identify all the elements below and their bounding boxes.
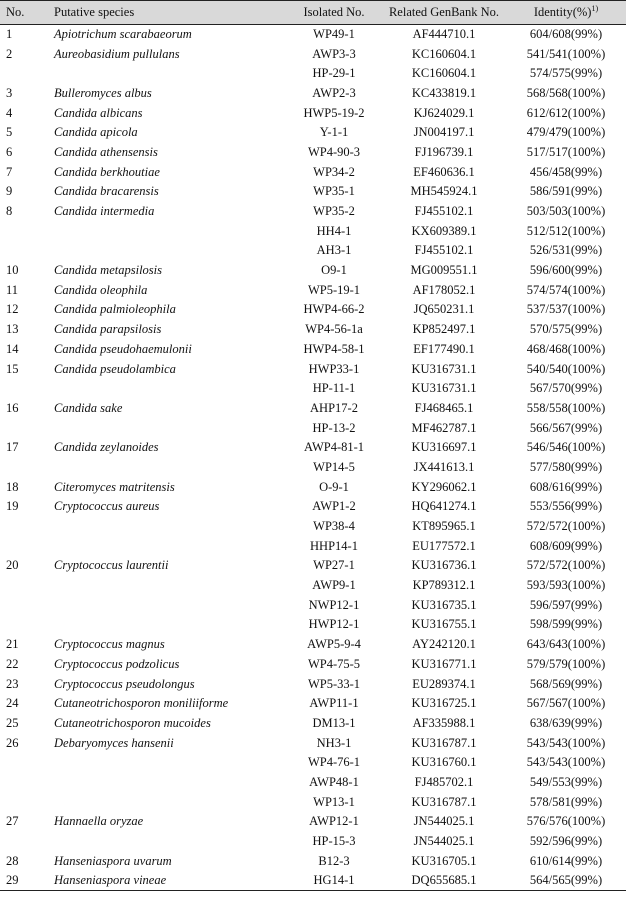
cell-identity: 608/609(99%)	[529, 538, 603, 553]
cell-isolated-no: AWP1-2	[312, 499, 356, 514]
cell-no: 2	[6, 46, 13, 61]
cell-isolated-no: WP34-2	[313, 164, 355, 179]
cell-species: Candida albicans	[54, 105, 143, 120]
cell-species: Hannaella oryzae	[54, 814, 144, 829]
cell-no	[0, 773, 48, 793]
table-row	[0, 694, 626, 714]
cell-isolated-no: WP5-33-1	[307, 676, 361, 691]
cell-isolated-no: WP4-56-1a	[305, 322, 363, 337]
cell-identity: 549/553(99%)	[529, 774, 603, 789]
cell-genbank-no: KU316735.1	[411, 597, 477, 612]
cell-genbank-no: KU316787.1	[411, 794, 477, 809]
header-identity	[506, 1, 626, 25]
header-no: No.	[0, 1, 48, 25]
cell-genbank-no: KP789312.1	[412, 578, 476, 593]
table-row	[0, 438, 626, 458]
cell-genbank-no: MH545924.1	[410, 184, 478, 199]
cell-no: 29	[0, 871, 48, 891]
table-row	[0, 340, 626, 360]
cell-identity: 593/593(100%)	[526, 578, 606, 593]
cell-isolated-no: HWP12-1	[308, 617, 360, 632]
cell-species	[48, 615, 286, 635]
cell-species: Apiotrichum scarabaeorum	[54, 27, 192, 42]
cell-species	[48, 221, 286, 241]
cell-isolated-no: AWP9-1	[312, 578, 356, 593]
table-row	[0, 615, 626, 635]
cell-identity: 566/567(99%)	[529, 420, 603, 435]
cell-genbank-no: KU316697.1	[411, 440, 477, 455]
cell-identity: 604/608(99%)	[529, 27, 603, 42]
cell-identity: 512/512(100%)	[526, 223, 606, 238]
cell-no	[0, 595, 48, 615]
cell-genbank-no: FJ196739.1	[414, 144, 474, 159]
table-row	[0, 458, 626, 478]
table-row	[0, 399, 626, 419]
cell-identity: 586/591(99%)	[529, 184, 603, 199]
cell-no: 20	[6, 558, 19, 573]
cell-identity: 596/600(99%)	[529, 263, 603, 278]
table-row	[0, 84, 626, 104]
cell-identity: 572/572(100%)	[526, 519, 606, 534]
cell-species: Candida berkhoutiae	[54, 164, 160, 179]
cell-species: Cutaneotrichosporon moniliiforme	[54, 696, 229, 711]
cell-isolated-no: HWP4-58-1	[303, 341, 365, 356]
table-row	[0, 812, 626, 832]
table-row	[0, 536, 626, 556]
table-row	[0, 261, 626, 281]
cell-isolated-no: O9-1	[321, 263, 347, 278]
cell-no: 28	[6, 853, 19, 868]
cell-identity: 612/612(100%)	[526, 105, 606, 120]
table-row	[0, 241, 626, 261]
table-row	[0, 300, 626, 320]
cell-genbank-no: KU316755.1	[411, 617, 477, 632]
cell-species: Candida bracarensis	[54, 184, 159, 199]
cell-identity: 558/558(100%)	[526, 400, 606, 415]
cell-species: Candida zeylanoides	[54, 440, 159, 455]
cell-species: Citeromyces matritensis	[54, 479, 175, 494]
cell-genbank-no: JN004197.1	[413, 125, 475, 140]
cell-identity: 577/580(99%)	[529, 459, 603, 474]
cell-identity: 608/616(99%)	[529, 479, 603, 494]
cell-no: 4	[6, 105, 13, 120]
cell-genbank-no: KU316731.1	[411, 381, 477, 396]
cell-isolated-no: WP4-75-5	[307, 656, 361, 671]
cell-no: 19	[6, 499, 19, 514]
cell-no: 18	[6, 479, 19, 494]
cell-isolated-no: WP35-1	[313, 184, 355, 199]
cell-genbank-no: FJ455102.1	[414, 204, 474, 219]
cell-no: 22	[6, 656, 19, 671]
cell-identity: 479/479(100%)	[526, 125, 606, 140]
cell-isolated-no: NWP12-1	[308, 597, 360, 612]
cell-no: 11	[6, 282, 19, 297]
cell-no: 12	[6, 302, 19, 317]
cell-genbank-no: KU316787.1	[411, 735, 477, 750]
table-row	[0, 320, 626, 340]
table-row	[0, 44, 626, 64]
cell-isolated-no: WP13-1	[313, 794, 355, 809]
cell-genbank-no: FJ468465.1	[414, 400, 474, 415]
cell-identity: 553/556(99%)	[529, 499, 603, 514]
cell-identity: 468/468(100%)	[526, 341, 606, 356]
cell-species	[48, 832, 286, 852]
cell-isolated-no: AWP3-3	[312, 46, 356, 61]
cell-genbank-no: KU316731.1	[411, 361, 477, 376]
cell-identity: 579/579(100%)	[526, 656, 606, 671]
table-row	[0, 182, 626, 202]
cell-identity: 598/599(99%)	[529, 617, 603, 632]
cell-species: Cryptococcus laurentii	[54, 558, 169, 573]
table-row	[0, 379, 626, 399]
cell-identity: 537/537(100%)	[526, 302, 606, 317]
cell-isolated-no: AWP2-3	[312, 85, 356, 100]
cell-identity: 517/517(100%)	[526, 144, 606, 159]
cell-isolated-no: HWP33-1	[308, 361, 360, 376]
table-row	[0, 280, 626, 300]
cell-genbank-no: EF177490.1	[413, 341, 475, 356]
cell-isolated-no: AWP12-1	[309, 814, 359, 829]
cell-genbank-no: JN544025.1	[413, 814, 475, 829]
cell-isolated-no: Y-1-1	[319, 125, 349, 140]
cell-no: 7	[6, 164, 13, 179]
cell-genbank-no: AF178052.1	[412, 282, 476, 297]
cell-no	[0, 64, 48, 84]
cell-no: 8	[6, 204, 13, 219]
cell-identity: 568/568(100%)	[526, 85, 606, 100]
table-row	[0, 851, 626, 871]
cell-no: 27	[6, 814, 19, 829]
table-row	[0, 517, 626, 537]
cell-genbank-no: MG009551.1	[410, 263, 478, 278]
cell-no	[0, 458, 48, 478]
cell-isolated-no: HG14-1	[286, 871, 382, 891]
table-header-row	[0, 1, 626, 25]
cell-isolated-no: WP35-2	[313, 204, 355, 219]
table-row	[0, 477, 626, 497]
table-row	[0, 714, 626, 734]
cell-isolated-no: AWP11-1	[309, 696, 359, 711]
table-row	[0, 202, 626, 222]
cell-species	[48, 64, 286, 84]
cell-isolated-no: WP38-4	[313, 519, 355, 534]
table-row	[0, 359, 626, 379]
cell-no: 15	[6, 361, 19, 376]
cell-genbank-no: KT895965.1	[412, 519, 476, 534]
cell-species: Bulleromyces albus	[54, 85, 152, 100]
cell-no	[0, 536, 48, 556]
cell-species: Candida apicola	[54, 125, 138, 140]
cell-genbank-no: MF462787.1	[411, 420, 477, 435]
cell-no: 1	[6, 27, 13, 42]
table-row	[0, 162, 626, 182]
cell-species: Candida sake	[54, 400, 123, 415]
table-body	[0, 25, 626, 891]
table-row	[0, 733, 626, 753]
table-row	[0, 418, 626, 438]
cell-identity: 564/565(99%)	[506, 871, 626, 891]
cell-species: Hanseniaspora vineae	[48, 871, 286, 891]
cell-species: Candida metapsilosis	[54, 263, 162, 278]
table-row	[0, 655, 626, 675]
cell-isolated-no: AHP17-2	[310, 400, 358, 415]
cell-genbank-no: KU316736.1	[411, 558, 477, 573]
table-row	[0, 635, 626, 655]
cell-identity: 574/574(100%)	[526, 282, 606, 297]
cell-no: 9	[6, 184, 13, 199]
cell-genbank-no: KX609389.1	[411, 223, 477, 238]
cell-species: Aureobasidium pullulans	[54, 46, 180, 61]
table-row	[0, 674, 626, 694]
cell-no: 14	[6, 341, 19, 356]
table-row	[0, 103, 626, 123]
table-row	[0, 497, 626, 517]
cell-genbank-no: AF335988.1	[412, 715, 476, 730]
cell-no	[0, 615, 48, 635]
table-row	[0, 64, 626, 84]
cell-species: Candida oleophila	[54, 282, 148, 297]
cell-species: Cryptococcus podzolicus	[54, 656, 180, 671]
cell-isolated-no: WP5-19-1	[307, 282, 361, 297]
cell-identity: 568/569(99%)	[529, 676, 603, 691]
cell-isolated-no: AWP4-81-1	[303, 440, 365, 455]
cell-isolated-no: HP-11-1	[312, 381, 356, 396]
cell-genbank-no: EU289374.1	[412, 676, 476, 691]
cell-no: 26	[6, 735, 19, 750]
table-row	[0, 556, 626, 576]
cell-species: Cryptococcus magnus	[54, 637, 165, 652]
cell-no	[0, 379, 48, 399]
cell-isolated-no: WP49-1	[313, 27, 355, 42]
cell-no: 10	[6, 263, 19, 278]
cell-species	[48, 458, 286, 478]
cell-no	[0, 221, 48, 241]
header-isolated-no: Isolated No.	[286, 1, 382, 25]
cell-isolated-no: NH3-1	[316, 735, 352, 750]
cell-species	[48, 753, 286, 773]
table-row	[0, 595, 626, 615]
cell-isolated-no: HWP5-19-2	[303, 105, 365, 120]
cell-species	[48, 517, 286, 537]
cell-isolated-no: WP4-90-3	[307, 144, 361, 159]
cell-isolated-no: HH4-1	[316, 223, 352, 238]
table-row	[0, 832, 626, 852]
header-identity-footnote-mark: 1)	[591, 3, 599, 13]
cell-genbank-no: EF460636.1	[413, 164, 475, 179]
cell-isolated-no: WP4-76-1	[307, 755, 361, 770]
cell-identity: 570/575(99%)	[529, 322, 603, 337]
cell-isolated-no: HP-15-3	[312, 834, 356, 849]
cell-identity: 638/639(99%)	[529, 715, 603, 730]
cell-identity: 546/546(100%)	[526, 440, 606, 455]
cell-identity: 567/567(100%)	[526, 696, 606, 711]
cell-genbank-no: JN544025.1	[413, 834, 475, 849]
cell-identity: 456/458(99%)	[529, 164, 603, 179]
table-row	[0, 143, 626, 163]
cell-isolated-no: HP-29-1	[312, 66, 356, 81]
cell-isolated-no: AWP48-1	[309, 774, 359, 789]
cell-isolated-no: O-9-1	[319, 479, 349, 494]
cell-identity: 567/570(99%)	[529, 381, 603, 396]
cell-isolated-no: HHP14-1	[310, 538, 358, 553]
cell-genbank-no: DQ655685.1	[382, 871, 506, 891]
cell-species	[48, 595, 286, 615]
cell-no: 23	[6, 676, 19, 691]
table-row	[0, 123, 626, 143]
cell-species: Hanseniaspora uvarum	[54, 853, 172, 868]
header-genbank-no: Related GenBank No.	[382, 1, 506, 25]
table-row	[0, 773, 626, 793]
cell-genbank-no: FJ485702.1	[414, 774, 474, 789]
cell-species	[48, 773, 286, 793]
cell-species: Candida pseudohaemulonii	[54, 341, 192, 356]
cell-identity: 526/531(99%)	[529, 243, 603, 258]
cell-no: 21	[6, 637, 19, 652]
header-identity-label: Identity(%)	[533, 5, 592, 19]
cell-identity: 610/614(99%)	[529, 853, 603, 868]
cell-isolated-no: B12-3	[318, 853, 350, 868]
cell-isolated-no: AH3-1	[316, 243, 352, 258]
cell-isolated-no: WP27-1	[313, 558, 355, 573]
cell-no	[0, 792, 48, 812]
cell-identity: 572/572(100%)	[526, 558, 606, 573]
cell-species	[48, 536, 286, 556]
cell-genbank-no: HQ641274.1	[411, 499, 477, 514]
cell-no: 16	[6, 400, 19, 415]
cell-no: 25	[6, 715, 19, 730]
cell-no	[0, 753, 48, 773]
cell-isolated-no: DM13-1	[312, 715, 356, 730]
cell-no: 3	[6, 85, 13, 100]
cell-no	[0, 241, 48, 261]
cell-identity: 503/503(100%)	[526, 204, 606, 219]
cell-isolated-no: HP-13-2	[312, 420, 356, 435]
cell-species: Candida intermedia	[54, 204, 155, 219]
cell-species	[48, 418, 286, 438]
cell-genbank-no: KU316771.1	[411, 656, 477, 671]
cell-isolated-no: AWP5-9-4	[307, 637, 361, 652]
cell-genbank-no: KJ624029.1	[413, 105, 475, 120]
cell-genbank-no: KC433819.1	[411, 85, 477, 100]
cell-genbank-no: KU316725.1	[411, 696, 477, 711]
table-row	[0, 792, 626, 812]
cell-genbank-no: KU316705.1	[411, 853, 477, 868]
cell-identity: 596/597(99%)	[529, 597, 603, 612]
cell-identity: 543/543(100%)	[526, 755, 606, 770]
cell-genbank-no: KP852497.1	[412, 322, 476, 337]
cell-no	[0, 832, 48, 852]
table-row	[0, 576, 626, 596]
cell-species: Cryptococcus pseudolongus	[54, 676, 195, 691]
cell-genbank-no: KY296062.1	[411, 479, 477, 494]
cell-species: Cryptococcus aureus	[54, 499, 160, 514]
cell-identity: 576/576(100%)	[526, 814, 606, 829]
cell-species	[48, 379, 286, 399]
cell-species: Candida palmioleophila	[54, 302, 176, 317]
cell-genbank-no: AF444710.1	[412, 27, 476, 42]
cell-no: 6	[6, 144, 13, 159]
cell-no: 24	[6, 696, 19, 711]
cell-no: 17	[6, 440, 19, 455]
cell-identity: 574/575(99%)	[529, 66, 603, 81]
cell-identity: 540/540(100%)	[526, 361, 606, 376]
cell-genbank-no: AY242120.1	[412, 637, 476, 652]
cell-genbank-no: JQ650231.1	[413, 302, 475, 317]
cell-species	[48, 792, 286, 812]
header-putative-species: Putative species	[48, 1, 286, 25]
cell-no: 5	[6, 125, 13, 140]
cell-no	[0, 517, 48, 537]
cell-genbank-no: FJ455102.1	[414, 243, 474, 258]
cell-genbank-no: KU316760.1	[411, 755, 477, 770]
cell-no	[0, 418, 48, 438]
table-row	[0, 221, 626, 241]
cell-species: Candida parapsilosis	[54, 322, 162, 337]
cell-species: Candida athensensis	[54, 144, 158, 159]
cell-species	[48, 576, 286, 596]
cell-identity: 643/643(100%)	[526, 637, 606, 652]
cell-species: Cutaneotrichosporon mucoides	[54, 715, 211, 730]
table-row	[0, 871, 626, 891]
table-row	[0, 753, 626, 773]
cell-identity: 541/541(100%)	[526, 46, 606, 61]
cell-no: 13	[6, 322, 19, 337]
cell-identity: 543/543(100%)	[526, 735, 606, 750]
cell-genbank-no: KC160604.1	[411, 66, 477, 81]
cell-identity: 592/596(99%)	[529, 834, 603, 849]
cell-identity: 578/581(99%)	[529, 794, 603, 809]
cell-genbank-no: EU177572.1	[412, 538, 476, 553]
table-row	[0, 25, 626, 45]
cell-no	[0, 576, 48, 596]
cell-species: Debaryomyces hansenii	[54, 735, 174, 750]
cell-species	[48, 241, 286, 261]
cell-genbank-no: KC160604.1	[411, 46, 477, 61]
cell-isolated-no: WP14-5	[313, 459, 355, 474]
cell-isolated-no: HWP4-66-2	[303, 302, 365, 317]
cell-genbank-no: JX441613.1	[413, 459, 475, 474]
cell-species: Candida pseudolambica	[54, 361, 176, 376]
